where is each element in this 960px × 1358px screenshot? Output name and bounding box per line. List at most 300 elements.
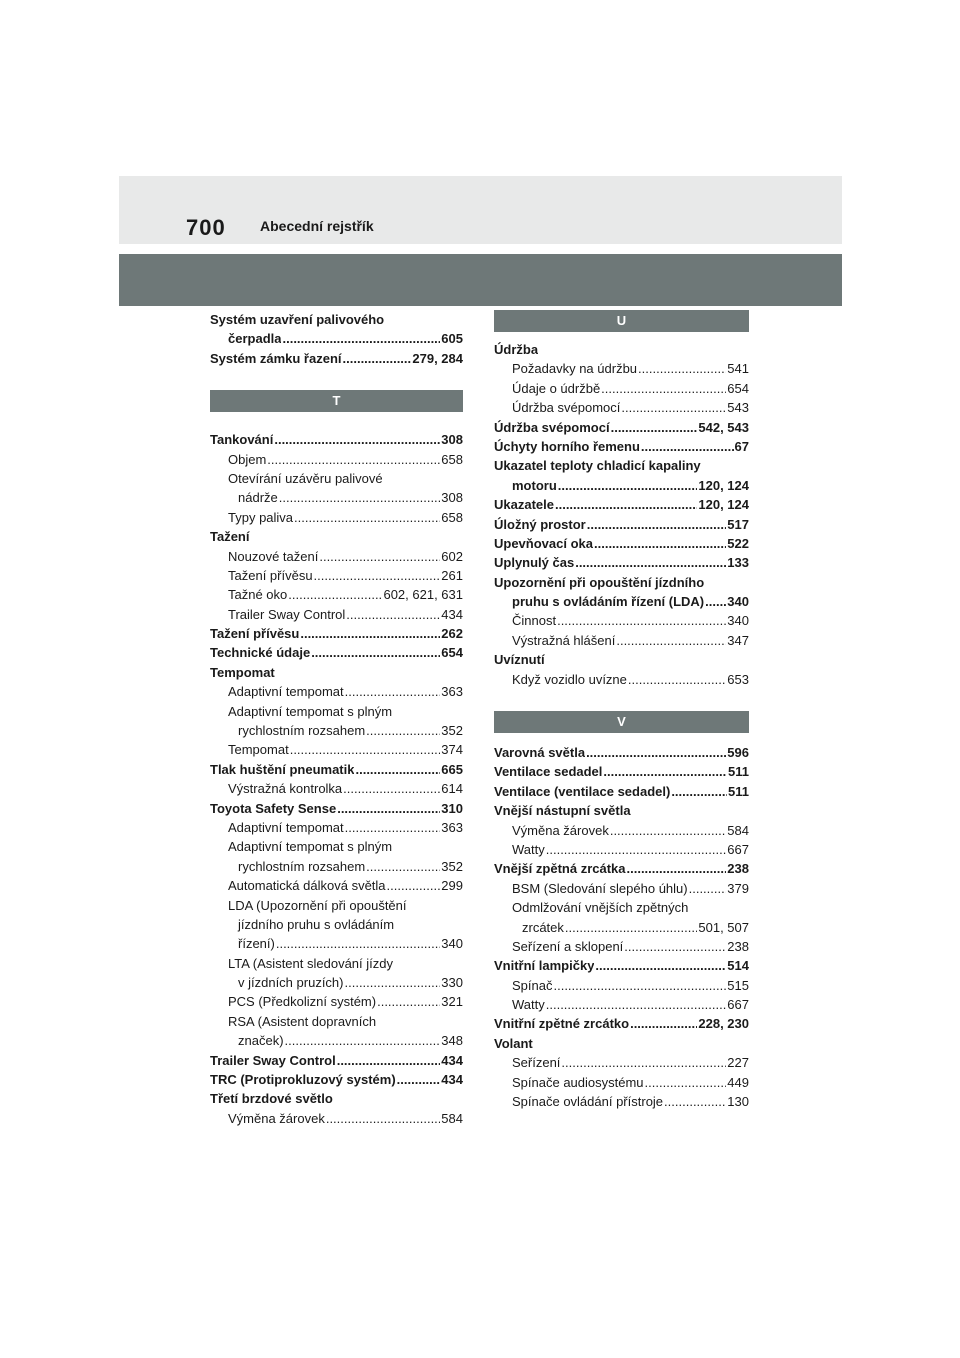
entry-page-ref[interactable]: 449: [727, 1074, 749, 1090]
entry-page-ref[interactable]: 321: [441, 994, 463, 1010]
entry-row: [494, 1015, 749, 1034]
letter-heading-v: V: [494, 711, 749, 733]
leader-dots: [564, 918, 697, 937]
entry-row: [494, 534, 749, 553]
entry-term: Výměna žárovek: [512, 822, 609, 838]
entry-term: Údaje o údržbě: [512, 380, 601, 396]
entry-page-ref[interactable]: 654: [727, 380, 749, 396]
entry-term: Tankování: [210, 432, 274, 448]
left-top-entries: [210, 310, 463, 368]
entry-row: [210, 508, 463, 527]
entry-term: Údržba svépomocí: [494, 419, 610, 435]
leader-dots: [273, 430, 440, 449]
entry-page-ref[interactable]: 374: [441, 742, 463, 758]
index-entry: [494, 573, 749, 612]
index-entry: [210, 663, 463, 682]
entry-term: Vnější nástupní světla: [494, 803, 631, 819]
index-entry: [494, 515, 749, 534]
leader-dots: [626, 859, 727, 878]
entry-page-ref[interactable]: 501, 507: [698, 919, 749, 935]
entry-page-ref[interactable]: 352: [441, 858, 463, 874]
index-entry: [210, 1012, 463, 1051]
entry-page-ref[interactable]: 348: [441, 1033, 463, 1049]
entry-row: [210, 760, 463, 779]
entry-term: Trailer Sway Control: [210, 1052, 336, 1068]
entry-page-ref[interactable]: 227: [727, 1055, 749, 1071]
index-entry: [210, 469, 463, 508]
index-entry: [494, 995, 749, 1014]
entry-term: Úchyty horního řemenu: [494, 438, 640, 454]
entry-row: [494, 340, 749, 359]
entry-page-ref[interactable]: 120, 124: [698, 497, 749, 513]
index-entry: [494, 859, 749, 878]
index-entry: [494, 398, 749, 417]
entry-row: [210, 1051, 463, 1070]
entry-row: [494, 670, 749, 689]
page-number: 700: [186, 215, 226, 240]
index-entry: [494, 1073, 749, 1092]
entry-page-ref[interactable]: 347: [727, 632, 749, 648]
entry-row: [494, 821, 749, 840]
entry-page-ref[interactable]: 653: [727, 671, 749, 687]
index-entry: [494, 379, 749, 398]
leader-dots: [299, 624, 440, 643]
leader-dots: [688, 879, 727, 898]
entry-term: Trailer Sway Control: [228, 606, 346, 622]
entry-page-ref[interactable]: 434: [441, 606, 463, 622]
index-entry: [210, 837, 463, 876]
entry-page-ref[interactable]: 308: [441, 490, 463, 506]
leader-dots: [342, 779, 440, 798]
entry-row: [494, 1073, 749, 1092]
index-entry: [210, 643, 463, 662]
entry-page-ref[interactable]: 299: [441, 878, 463, 894]
leader-dots: [342, 349, 412, 368]
entry-term: Volant: [494, 1035, 533, 1051]
entry-page-ref[interactable]: 665: [441, 761, 463, 777]
index-entry: [494, 1015, 749, 1034]
leader-dots: [585, 743, 726, 762]
entry-term: Třetí brzdové světlo: [210, 1091, 333, 1107]
entry-term: Uplynulý čas: [494, 555, 575, 571]
entry-term: TRC (Protiprokluzový systém): [210, 1072, 396, 1088]
entry-term: čerpadla: [228, 331, 282, 347]
entry-term: Seřízení a sklopení: [512, 938, 624, 954]
entry-row: [494, 476, 749, 495]
entry-term: Nouzové tažení: [228, 548, 319, 564]
entry-row: [494, 879, 749, 898]
entry-term: nádrže: [238, 490, 278, 506]
leader-dots: [627, 670, 726, 689]
entry-row: [494, 918, 749, 937]
entry-row: [210, 329, 463, 348]
leader-dots: [620, 398, 726, 417]
index-entry: [210, 430, 463, 449]
entry-term: Typy paliva: [228, 509, 294, 525]
entry-page-ref[interactable]: 602, 621, 631: [383, 587, 463, 603]
leader-dots: [365, 721, 440, 740]
entry-text-line: Systém uzavření palivového: [210, 312, 385, 327]
entry-term: Vnitřní lampičky: [494, 958, 595, 974]
entry-page-ref[interactable]: 262: [441, 626, 463, 642]
right-column: [494, 310, 749, 1111]
leader-dots: [640, 437, 734, 456]
index-entry: [210, 1051, 463, 1070]
entry-page-ref[interactable]: 602: [441, 548, 463, 564]
entry-page-ref[interactable]: 279, 284: [412, 350, 463, 366]
leader-dots: [623, 937, 726, 956]
entry-text-line: Adaptivní tempomat s plným: [228, 839, 393, 855]
entry-page-ref[interactable]: 67: [734, 438, 749, 454]
leader-dots: [284, 1031, 441, 1050]
entry-row: [494, 379, 749, 398]
entry-row: [494, 592, 749, 611]
entry-row: [210, 799, 463, 818]
entry-term: Vnitřní zpětné zrcátko: [494, 1016, 630, 1032]
entry-page-ref[interactable]: 517: [727, 516, 749, 532]
entry-term: Watty: [512, 841, 545, 857]
entry-term: Výstražná hlášení: [512, 632, 616, 648]
entry-row: [494, 437, 749, 456]
entry-page-ref[interactable]: 310: [441, 800, 463, 816]
leader-dots: [365, 857, 440, 876]
leader-dots: [354, 760, 440, 779]
entry-page-ref[interactable]: 584: [727, 822, 749, 838]
index-entry: [210, 682, 463, 701]
entry-page-ref[interactable]: 340: [727, 594, 749, 610]
index-entry: [494, 1092, 749, 1111]
entry-row: [210, 973, 463, 992]
entry-page-ref[interactable]: 308: [441, 432, 463, 448]
entry-row: [210, 857, 463, 876]
entry-row: [494, 762, 749, 781]
entry-page-ref[interactable]: 667: [727, 841, 749, 857]
leader-dots: [345, 605, 440, 624]
index-entry: [494, 976, 749, 995]
index-entry: [494, 340, 749, 359]
entry-page-ref[interactable]: 363: [441, 684, 463, 700]
leader-dots: [386, 876, 441, 895]
entry-row: [210, 585, 463, 604]
index-entry: [494, 534, 749, 553]
entry-term: Automatická dálková světla: [228, 878, 386, 894]
entry-term: Seřízení: [512, 1055, 561, 1071]
entry-row: [494, 418, 749, 437]
leader-dots: [344, 818, 441, 837]
entry-row: [494, 515, 749, 534]
entry-term: Objem: [228, 451, 267, 467]
entry-term: motoru: [512, 477, 557, 493]
entry-row: [210, 527, 463, 546]
entry-page-ref[interactable]: 238: [727, 861, 749, 877]
entry-term: Údržba svépomocí: [512, 400, 621, 416]
entry-page-ref[interactable]: 605: [441, 331, 463, 347]
entry-term: Požadavky na údržbu: [512, 361, 638, 377]
entry-row: [494, 801, 749, 820]
index-entry: [494, 553, 749, 572]
index-entry: [494, 670, 749, 689]
entry-row: [210, 488, 463, 507]
entry-page-ref[interactable]: 340: [727, 613, 749, 629]
index-entry: [210, 818, 463, 837]
entry-page-ref[interactable]: 514: [727, 958, 749, 974]
entry-row: [210, 876, 463, 895]
entry-row: [494, 1034, 749, 1053]
index-entry: [210, 527, 463, 546]
entry-row: [210, 1109, 463, 1128]
leader-dots: [637, 359, 726, 378]
leader-dots: [336, 799, 440, 818]
entry-page-ref[interactable]: 658: [441, 509, 463, 525]
leader-dots: [275, 934, 440, 953]
letter-heading-u: U: [494, 310, 749, 332]
entry-page-ref[interactable]: 340: [441, 936, 463, 952]
entry-row: [494, 937, 749, 956]
entry-text-line: Adaptivní tempomat s plným: [228, 703, 393, 719]
entry-row: [494, 743, 749, 762]
entry-page-ref[interactable]: 511: [728, 783, 749, 799]
index-entry: [210, 896, 463, 954]
entry-term: Toyota Safety Sense: [210, 800, 337, 816]
entry-row: [210, 1089, 463, 1108]
leader-dots: [287, 585, 382, 604]
index-entry: [494, 821, 749, 840]
index-entry: [494, 840, 749, 859]
leader-dots: [266, 450, 440, 469]
entry-row: [494, 650, 749, 669]
entry-text-line: LTA (Asistent sledování jízdy: [228, 955, 393, 971]
entry-page-ref[interactable]: 352: [441, 723, 463, 739]
index-entry: [494, 418, 749, 437]
entry-term: Uvíznutí: [494, 652, 545, 668]
leader-dots: [594, 956, 726, 975]
index-entry: [494, 782, 749, 801]
entry-page-ref[interactable]: 379: [727, 880, 749, 896]
entry-row: [210, 547, 463, 566]
entry-row: [494, 956, 749, 975]
index-entry: [210, 993, 463, 1012]
entry-row: [494, 1092, 749, 1111]
entry-page-ref[interactable]: 658: [441, 451, 463, 467]
entry-term: Výměna žárovek: [228, 1110, 325, 1126]
entry-term: Ukazatele: [494, 497, 554, 513]
index-entry: [494, 956, 749, 975]
entry-page-ref[interactable]: 130: [727, 1094, 749, 1110]
entry-page-ref[interactable]: 133: [727, 555, 749, 571]
leader-dots: [609, 821, 726, 840]
entry-page-ref[interactable]: 363: [441, 819, 463, 835]
entry-page-ref[interactable]: 522: [727, 535, 749, 551]
index-entry: [210, 954, 463, 993]
index-entry: [210, 1089, 463, 1108]
entry-page-ref[interactable]: 654: [441, 645, 463, 661]
entry-page-ref[interactable]: 228, 230: [698, 1016, 749, 1032]
entry-term: Údržba: [494, 341, 539, 357]
entry-term: zrcátek: [522, 919, 564, 935]
leader-dots: [318, 547, 440, 566]
entry-row: [494, 1053, 749, 1072]
entry-term: Když vozidlo uvízne: [512, 671, 627, 687]
entry-page-ref[interactable]: 596: [727, 745, 749, 761]
entry-row: [210, 450, 463, 469]
entry-row: [210, 1031, 463, 1050]
entry-page-ref[interactable]: 543: [727, 400, 749, 416]
entry-row: [494, 859, 749, 878]
leader-dots: [310, 643, 440, 662]
leader-dots: [629, 1015, 697, 1034]
leader-dots: [593, 534, 726, 553]
left-column: [210, 310, 463, 1128]
entry-row: [494, 611, 749, 630]
u-entries: [494, 340, 749, 689]
entry-term: Tažení přívěsu: [210, 626, 300, 642]
entry-term: rychlostním rozsahem: [238, 723, 366, 739]
entry-term: Spínače ovládání přístroje: [512, 1094, 664, 1110]
entry-row: [210, 818, 463, 837]
entry-term: Tažné oko: [228, 587, 288, 603]
leader-dots: [574, 553, 726, 572]
leader-dots: [376, 993, 440, 1012]
leader-dots: [396, 1070, 441, 1089]
entry-row: [494, 782, 749, 801]
entry-page-ref[interactable]: 614: [441, 781, 463, 797]
leader-dots: [545, 995, 727, 1014]
entry-page-ref[interactable]: 261: [441, 567, 463, 583]
entry-term: Vnější zpětná zrcátka: [494, 861, 626, 877]
index-entry: [494, 611, 749, 630]
header-dark-band: [119, 254, 842, 306]
index-entry: [494, 495, 749, 514]
leader-dots: [313, 566, 441, 585]
entry-term: Tlak huštění pneumatik: [210, 761, 355, 777]
leader-dots: [554, 495, 697, 514]
entry-term: Činnost: [512, 613, 557, 629]
index-entry: [210, 779, 463, 798]
leader-dots: [615, 631, 726, 650]
leader-dots: [644, 1073, 727, 1092]
entry-term: Watty: [512, 997, 545, 1013]
entry-term: Tažení přívěsu: [228, 567, 313, 583]
entry-term: PCS (Předkolizní systém): [228, 994, 377, 1010]
index-entry: [210, 585, 463, 604]
entry-page-ref[interactable]: 330: [441, 975, 463, 991]
leader-dots: [670, 782, 727, 801]
leader-dots: [560, 1053, 726, 1072]
entry-text-line: Otevírání uzávěru palivové: [228, 470, 383, 486]
index-entry: [210, 1109, 463, 1128]
entry-page-ref[interactable]: 120, 124: [698, 477, 749, 493]
entry-term: Adaptivní tempomat: [228, 819, 344, 835]
leader-dots: [289, 740, 441, 759]
index-entry: [210, 450, 463, 469]
entry-term: Adaptivní tempomat: [228, 684, 344, 700]
entry-row: [210, 934, 463, 953]
entry-row: [210, 430, 463, 449]
entry-term: Spínač: [512, 977, 553, 993]
entry-text-line: Upozornění při opouštění jízdního: [494, 574, 705, 590]
entry-page-ref[interactable]: 667: [727, 997, 749, 1013]
entry-text-line: RSA (Asistent dopravních: [228, 1013, 377, 1029]
entry-text-line: LDA (Upozornění při opouštění: [228, 897, 407, 913]
index-entry: [494, 743, 749, 762]
entry-row: [210, 605, 463, 624]
leader-dots: [278, 488, 441, 507]
t-entries: [210, 430, 463, 1128]
index-entry: [494, 631, 749, 650]
index-entry: [494, 898, 749, 937]
leader-dots: [325, 1109, 440, 1128]
index-entry: [210, 876, 463, 895]
v-entries: [494, 743, 749, 1111]
index-entry: [494, 1053, 749, 1072]
leader-dots: [344, 973, 441, 992]
leader-dots: [600, 379, 726, 398]
entry-term: v jízdních pruzích): [238, 975, 344, 991]
leader-dots: [586, 515, 727, 534]
section-title: Abecední rejstřík: [260, 218, 374, 234]
leader-dots: [545, 840, 727, 859]
entry-row: [210, 624, 463, 643]
entry-term: Spínače audiosystému: [512, 1074, 644, 1090]
entry-term: Ventilace sedadel: [494, 764, 603, 780]
entry-row: [210, 566, 463, 585]
leader-dots: [556, 611, 726, 630]
index-entry: [210, 799, 463, 818]
entry-page-ref[interactable]: 584: [441, 1110, 463, 1126]
entry-row: [494, 495, 749, 514]
entry-text-line: Odmlžování vnějších zpětných: [512, 900, 689, 916]
entry-row: [210, 993, 463, 1012]
leader-dots: [610, 418, 698, 437]
entry-row: [210, 779, 463, 798]
entry-term: pruhu s ovládáním řízení (LDA): [512, 594, 705, 610]
entry-term: Technické údaje: [210, 645, 311, 661]
index-entry: [494, 762, 749, 781]
index-entry: [494, 801, 749, 820]
entry-term: rychlostním rozsahem: [238, 858, 366, 874]
index-entry: [494, 437, 749, 456]
index-entry: [494, 1034, 749, 1053]
entry-page-ref[interactable]: 434: [441, 1052, 463, 1068]
entry-page-ref[interactable]: 541: [727, 361, 749, 377]
entry-term: Výstražná kontrolka: [228, 781, 343, 797]
index-entry: [494, 879, 749, 898]
entry-page-ref[interactable]: 511: [728, 764, 749, 780]
entry-page-ref[interactable]: 515: [727, 977, 749, 993]
index-entry: [210, 547, 463, 566]
entry-page-ref[interactable]: 434: [441, 1072, 463, 1088]
entry-row: [494, 631, 749, 650]
entry-row: [494, 976, 749, 995]
entry-page-ref[interactable]: 542, 543: [698, 419, 749, 435]
leader-dots: [557, 476, 698, 495]
entry-page-ref[interactable]: 238: [727, 938, 749, 954]
index-entry: [210, 760, 463, 779]
entry-row: [494, 398, 749, 417]
entry-term: Úložný prostor: [494, 516, 586, 532]
entry-text-line: jízdního pruhu s ovládáním: [238, 916, 395, 932]
entry-term: značek): [238, 1033, 284, 1049]
leader-dots: [344, 682, 441, 701]
entry-row: [210, 1070, 463, 1089]
leader-dots: [293, 508, 440, 527]
index-entry: [494, 650, 749, 669]
entry-term: řízení): [238, 936, 275, 952]
entry-row: [494, 359, 749, 378]
entry-term: Systém zámku řazení: [210, 350, 342, 366]
index-entry: [210, 702, 463, 741]
entry-row: [494, 553, 749, 572]
